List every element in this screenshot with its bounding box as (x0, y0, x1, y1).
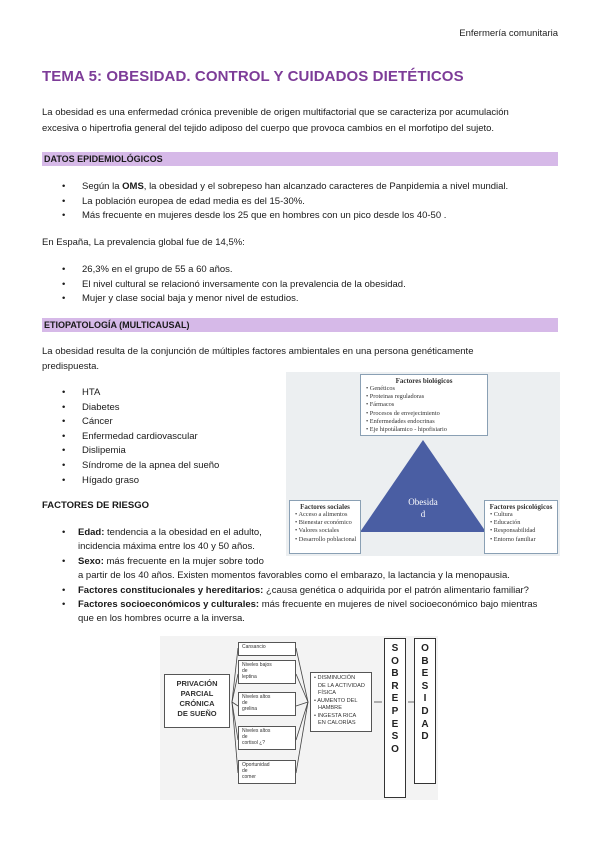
bullet: • (62, 556, 66, 567)
box-item: • Proteinas reguladoras (366, 393, 425, 401)
box-title: Factores psicológicos (489, 503, 553, 511)
connector (296, 702, 308, 740)
sleep-deprivation-diagram (160, 636, 438, 800)
box-item: • Genéticos (366, 385, 395, 392)
list-item: • Síndrome de la apnea del sueño (62, 459, 219, 474)
risk-item-socioeconomic: Factores socioeconómicos y culturales: más frecuente en mujeres de nivel socioeconómico bajo mientras que en los hombres ocurre a la inversa. (78, 599, 538, 624)
spain-list (62, 263, 406, 307)
box-item: • Desarrollo poblacional (295, 535, 357, 543)
high-ghrelin-box: Niveles altos de grelina (238, 692, 296, 716)
connector (296, 648, 308, 702)
box-item: • Eje hipotálamico - hipofisiario (366, 426, 447, 434)
box-title: Factores sociales (300, 503, 350, 511)
list-item: • Más frecuente en mujeres desde los 25 que en hombres con un pico desde los 40-50 . (62, 209, 508, 224)
risk-item-constitutional: Factores constitucionales y hereditarios: ¿causa genética o adquirida por el patrón alimentario familiar? (78, 585, 529, 596)
connector (296, 702, 308, 773)
list-item: • Según la OMS, la obesidad y el sobrepeso han alcanzado caracteres de Panpidemia a nivel mundial. (62, 180, 508, 195)
list-item: • Hígado graso (62, 474, 219, 489)
fatigue-box: Cansancio (238, 642, 296, 656)
box-item: • Responsabilidad (490, 527, 536, 535)
connector (296, 674, 308, 702)
paragraph-line: La obesidad resulta de la conjunción de múltiples factores ambientales en una persona genéticamente (42, 346, 474, 357)
box-item: • Valores sociales (295, 527, 340, 535)
bullet: • (62, 527, 66, 538)
list-item: • HTA (62, 386, 219, 401)
low-leptin-box: Niveles bajos de leptina (238, 660, 296, 684)
conditions-list (62, 386, 219, 488)
section-heading-etiopathology: ETIOPATOLOGÍA (MULTICAUSAL) (42, 318, 558, 332)
effects-box: • DISMINUCIÓN DE LA ACTIVIDAD FÍSICA • AUMENTO DEL HAMBRE • INGESTA RICA EN CALORÍAS (310, 672, 372, 732)
list-item: • Cáncer (62, 415, 219, 430)
box-item: • Bienestar económico (295, 519, 352, 527)
list-item: • 26,3% en el grupo de 55 a 60 años. (62, 263, 406, 278)
risk-item-age: Edad: tendencia a la obesidad en el adulto, incidencia máxima entre los 40 y 50 años. (78, 527, 262, 552)
bullet: • (62, 599, 66, 610)
list-item: • Dislipemia (62, 444, 219, 459)
high-cortisol-box: Niveles altos de cortisol ¿? (238, 726, 296, 750)
etiopathology-paragraph (42, 344, 562, 374)
obesity-factors-diagram (286, 372, 560, 556)
box-item: • Cultura (490, 511, 513, 518)
intro-paragraph (42, 105, 562, 137)
box-item: • Educación (490, 519, 521, 527)
sleep-deprivation-box: PRIVACIÓN PARCIAL CRÓNICA DE SUEÑO (164, 674, 230, 728)
eating-opportunity-box: Oportunidad de comer (238, 760, 296, 784)
box-item: • Fármacos (366, 401, 395, 409)
page-header: Enfermería comunitaria (459, 28, 558, 39)
list-item: • El nivel cultural se relacionó inversamente con la prevalencia de la obesidad. (62, 278, 406, 293)
obesity-center-label: Obesida d (408, 497, 438, 519)
section-heading-epidemiology: DATOS EPIDEMIOLÓGICOS (42, 152, 558, 166)
paragraph-line: predispuesta. (42, 361, 100, 372)
connector (296, 702, 308, 706)
bullet: • (62, 585, 66, 596)
list-item: • Mujer y clase social baja y menor nivel de estudios. (62, 292, 406, 307)
intro-line: La obesidad es una enfermedad crónica prevenible de origen multifactorial que se caracteriza por acumulación (42, 107, 509, 118)
list-item: • Diabetes (62, 401, 219, 416)
box-item: • Procesos de envejecimiento (366, 409, 440, 417)
risk-factors-heading: FACTORES DE RIESGO (42, 500, 149, 511)
list-item: • Enfermedad cardiovascular (62, 430, 219, 445)
epidemiology-list (62, 180, 508, 224)
risk-item-sex: Sexo: más frecuente en la mujer sobre todo a partir de los 40 años. Existen momentos favorables como el embarazo, la lactancia y la menopausia. (78, 556, 510, 581)
psychological-factors-box (484, 500, 558, 554)
social-factors-box (289, 500, 361, 554)
overweight-column: S O B R E P E S O (384, 638, 406, 798)
box-item: • Acceso a alimentos (295, 511, 348, 518)
box-item: • Entorno familiar (490, 535, 536, 543)
box-item: • Enfermedades endocrinas (366, 417, 435, 425)
intro-line: excesiva o hipertrofia general del tejido adiposo del cuerpo que provoca cambios en el morfotipo del sujeto. (42, 123, 495, 134)
box-title: Factores biológicos (395, 377, 453, 385)
spain-intro: En España, La prevalencia global fue de 14,5%: (42, 237, 245, 248)
obesity-column: O B E S I D A D (414, 638, 436, 784)
list-item: • La población europea de edad media es del 15-30%. (62, 195, 508, 210)
page-title: TEMA 5: OBESIDAD. CONTROL Y CUIDADOS DIETÉTICOS (42, 68, 464, 85)
biological-factors-box (360, 374, 488, 436)
